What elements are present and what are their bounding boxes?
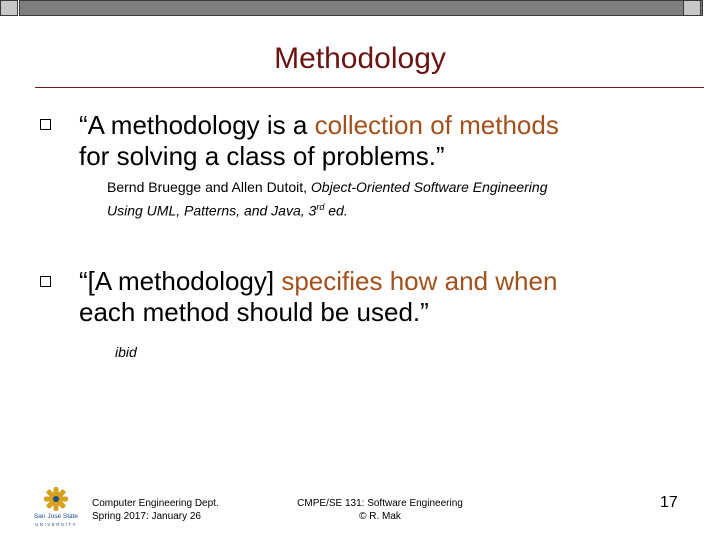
citation-authors: Bernd Bruegge and Allen Dutoit, <box>107 179 311 195</box>
quote-1 <box>79 110 559 172</box>
quote-2-highlight: specifies how and when <box>281 266 558 296</box>
footer-course-name: CMPE/SE 131: Software Engineering <box>297 498 463 509</box>
top-bar-main <box>19 0 703 16</box>
bullet-marker-2 <box>40 276 51 287</box>
sjsu-logo-icon <box>28 486 84 528</box>
footer-author: © R. Mak <box>359 511 401 522</box>
quote-2-line-2: each method should be used.” <box>79 297 429 327</box>
citation-book-title: Object-Oriented Software Engineering <box>310 179 548 195</box>
logo-text-top: San José State <box>33 513 79 520</box>
quote-2 <box>79 266 557 328</box>
quote-2-text: “[A methodology] <box>79 266 282 296</box>
citation-2-ibid: ibid <box>115 344 137 360</box>
logo-text-bottom: UNIVERSITY <box>34 522 78 527</box>
quote-1-line-2: for solving a class of problems.” <box>79 141 445 171</box>
citation-1-line-2 <box>107 197 548 221</box>
sjsu-logo <box>28 486 84 528</box>
quote-2-line-1 <box>79 266 557 297</box>
quote-1-line-1 <box>79 110 559 141</box>
slide-title <box>0 42 720 76</box>
footer-dept-date <box>92 497 219 523</box>
quote-1-highlight: collection of methods <box>314 110 559 140</box>
footer-course <box>280 497 480 523</box>
citation-1 <box>107 177 548 221</box>
title-underline <box>35 87 704 88</box>
top-decorative-bar <box>0 0 720 20</box>
top-bar-left-square <box>0 0 18 16</box>
citation-edition-number: 3 <box>308 202 317 219</box>
top-bar-right-square <box>683 0 701 16</box>
footer-date: Spring 2017: January 26 <box>92 511 201 522</box>
footer-dept: Computer Engineering Dept. <box>92 498 219 509</box>
quote-1-text: “A methodology is a <box>79 110 315 140</box>
page-number: 17 <box>660 494 678 511</box>
citation-book-subtitle: Using UML, Patterns, and Java, <box>107 202 309 219</box>
citation-edition-label: ed. <box>324 202 348 219</box>
bullet-marker-1 <box>40 119 51 130</box>
slide-title-text: Methodology <box>274 42 446 75</box>
citation-1-line-1 <box>107 177 548 197</box>
citation-edition-suffix: rd <box>316 202 325 212</box>
